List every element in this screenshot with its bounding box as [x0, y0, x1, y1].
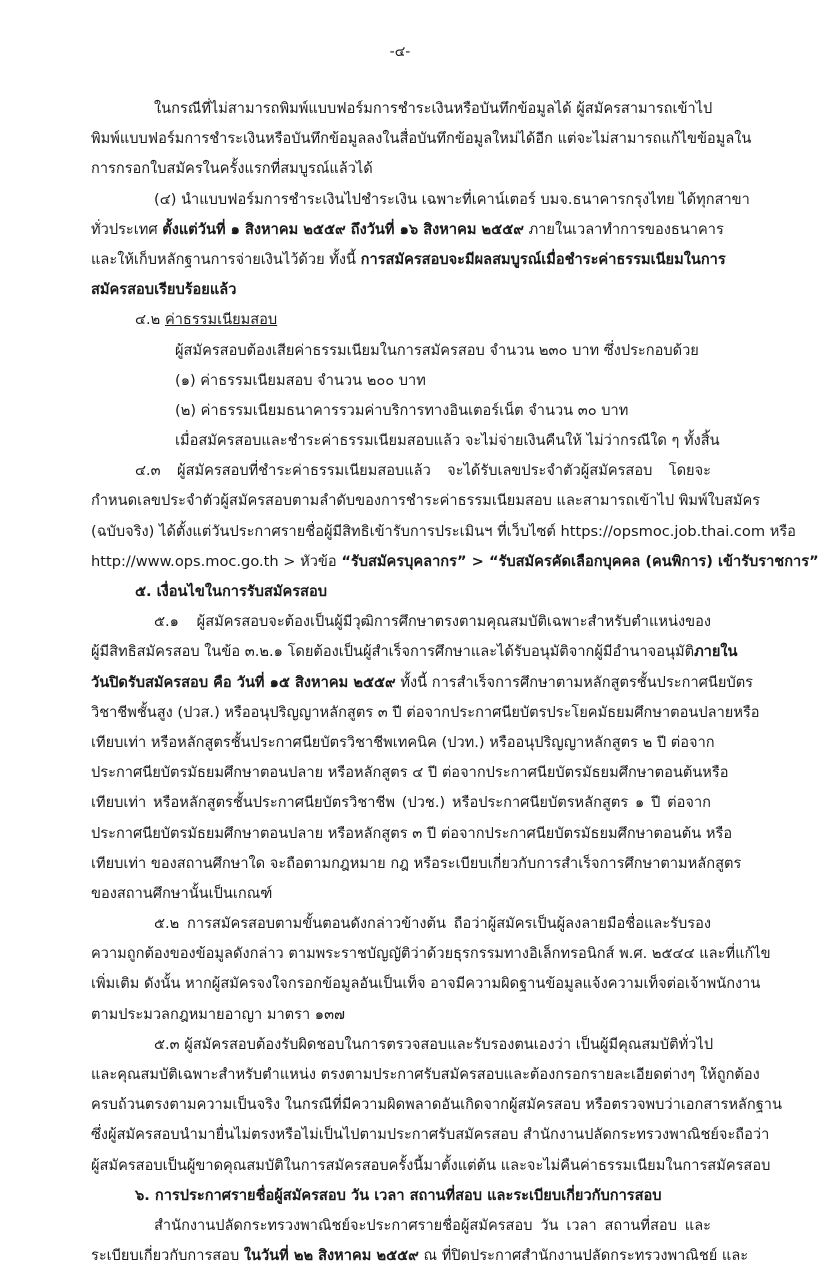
- text-line: [91, 154, 711, 184]
- text-run: ผู้สมัครสอบต้องเสียค่าธรรมเนียมในการสมัครสอบ จำนวน ๒๓๐ บาท ซึ่งประกอบด้วย: [175, 341, 699, 359]
- text-run: ๕. เงื่อนไขในการรับสมัครสอบ: [135, 583, 327, 600]
- text-line: [91, 1151, 771, 1181]
- text-line: [91, 577, 711, 607]
- text-line: [91, 547, 819, 577]
- text-run: http://www.ops.moc.go.th > หัวข้อ: [91, 552, 342, 570]
- text-line: [91, 486, 761, 516]
- text-run: ประกาศนียบัตรมัธยมศึกษาตอนปลาย หรือหลักสูตร ๔ ปี ต่อจากประกาศนียบัตรมัธยมศึกษาตอนต้นหรือ: [91, 764, 729, 782]
- text-run: (๒) ค่าธรรมเนียมธนาคารรวมค่าบริการทางอินเตอร์เน็ต จำนวน ๓๐ บาท: [175, 401, 629, 419]
- text-run: ในวันที่ ๒๒ สิงหาคม ๒๕๕๙: [243, 1247, 419, 1265]
- text-run: ซึ่งผู้สมัครสอบนำมายื่นไม่ตรงหรือไม่เป็นไปตามประกาศรับสมัครสอบ สำนักงานปลัดกระทรวงพาณิชย์จะถือว่า: [91, 1126, 770, 1144]
- text-line: [91, 456, 711, 486]
- text-run: ทั้งนี้ การสำเร็จการศึกษาตามหลักสูตรชั้นประกาศนียบัตร: [395, 673, 754, 691]
- text-run: การกรอกใบสมัครในครั้งแรกที่สมบูรณ์แล้วได้: [91, 160, 373, 178]
- text-line: [91, 305, 711, 335]
- text-line: [91, 1241, 749, 1271]
- text-run: ประกาศนียบัตรมัธยมศึกษาตอนปลาย หรือหลักสูตร ๓ ปี ต่อจากประกาศนียบัตรมัธยมศึกษาตอนต้น หรือ: [91, 824, 733, 842]
- text-run: ระเบียบเกี่ยวกับการสอบ: [91, 1247, 244, 1265]
- text-run: ๔.๓ ผู้สมัครสอบที่ชำระค่าธรรมเนียมสอบแล้ว จะได้รับเลขประจำตัวผู้สมัครสอบ โดยจะ: [135, 462, 711, 480]
- text-line: [91, 939, 771, 969]
- text-run: ผู้มีสิทธิสมัครสอบ ในข้อ ๓.๒.๑ โดยต้องเป็นผู้สำเร็จการศึกษาและได้รับอนุมัติจากผู้มีอำนาจอนุมัติ: [91, 643, 695, 661]
- text-run: ๖. การประกาศรายชื่อผู้สมัครสอบ วัน เวลา สถานที่สอบ และระเบียบเกี่ยวกับการสอบ: [135, 1186, 662, 1204]
- text-line: [91, 275, 711, 305]
- text-run: ค่าธรรมเนียมสอบ: [164, 311, 278, 329]
- text-run: ของสถานศึกษานั้นเป็นเกณฑ์: [91, 884, 273, 902]
- text-run: ๔.๒: [135, 311, 165, 329]
- text-line: [91, 1030, 714, 1060]
- text-run: (๔) นำแบบฟอร์มการชำระเงินไปชำระเงิน เฉพาะที่เคาน์เตอร์ บมจ.ธนาคารกรุงไทย ได้ทุกสาขา: [154, 190, 750, 208]
- text-line: [91, 969, 761, 999]
- text-line: [91, 728, 715, 758]
- text-line: [91, 1090, 782, 1120]
- text-run: เมื่อสมัครสอบและชำระค่าธรรมเนียมสอบแล้ว จะไม่จ่ายเงินคืนให้ ไม่ว่ากรณีใด ๆ ทั้งสิ้น: [175, 432, 720, 450]
- text-run: ผู้สมัครสอบเป็นผู้ขาดคุณสมบัติในการสมัครสอบครั้งนี้มาตั้งแต่ต้น และจะไม่คืนค่าธรรมเนียมในการสมัครสอบ: [91, 1156, 771, 1174]
- text-line: [91, 517, 796, 547]
- document-body: [91, 94, 819, 1271]
- text-run: สมัครสอบเรียบร้อยแล้ว: [91, 281, 237, 299]
- text-line: [91, 637, 738, 667]
- text-line: [91, 396, 711, 426]
- text-line: [91, 215, 724, 245]
- text-line: [91, 879, 711, 909]
- text-line: [91, 245, 726, 275]
- text-line: [91, 366, 711, 396]
- text-run: พิมพ์แบบฟอร์มการชำระเงินหรือบันทึกข้อมูลลงในสื่อบันทึกข้อมูลใหม่ได้อีก แต่จะไม่สามารถแก้ไขข้อมูลใน: [91, 130, 752, 148]
- text-line: [91, 185, 750, 215]
- text-run: ณ ที่ปิดประกาศสำนักงานปลัดกระทรวงพาณิชย์ และ: [418, 1247, 749, 1265]
- text-run: (๑) ค่าธรรมเนียมสอบ จำนวน ๒๐๐ บาท: [175, 371, 426, 389]
- text-line: [91, 909, 711, 939]
- text-run: ในกรณีที่ไม่สามารถพิมพ์แบบฟอร์มการชำระเงินหรือบันทึกข้อมูลได้ ผู้สมัครสามารถเข้าไป: [154, 100, 713, 117]
- text-line: [91, 668, 754, 698]
- text-line: [91, 607, 711, 637]
- text-run: ทั่วประเทศ: [91, 220, 163, 238]
- text-line: [91, 758, 729, 788]
- text-run: ภายในเวลาทำการของธนาคาร: [523, 220, 724, 238]
- text-run: สำนักงานปลัดกระทรวงพาณิชย์จะประกาศรายชื่อผู้สมัครสอบ วัน เวลา สถานที่สอบ และ: [154, 1216, 711, 1234]
- text-run: ตามประมวลกฎหมายอาญา มาตรา ๑๓๗: [91, 1005, 346, 1023]
- text-run: เพิ่มเติม ดังนั้น หากผู้สมัครจงใจกรอกข้อมูลอันเป็นเท็จ อาจมีความผิดฐานข้อมูลแจ้งความเท็จต่อเจ้าพนักงาน: [91, 975, 761, 993]
- text-run: เทียบเท่า ของสถานศึกษาใด จะถือตามกฎหมาย กฎ หรือระเบียบเกี่ยวกับการสำเร็จการศึกษาตามหลักสูตร: [91, 854, 742, 872]
- text-run: “รับสมัครบุคลากร” > “รับสมัครคัดเลือกบุคคล (คนพิการ) เข้ารับราชการ”: [341, 552, 819, 570]
- text-run: และคุณสมบัติเฉพาะสำหรับตำแหน่ง ตรงตามประกาศรับสมัครสอบและต้องกรอกรายละเอียดต่างๆ ให้ถูกต้อง: [91, 1066, 760, 1083]
- text-line: [91, 426, 720, 456]
- text-line: [91, 1060, 760, 1090]
- text-line: [91, 94, 711, 124]
- text-run: เทียบเท่า หรือหลักสูตรชั้นประกาศนียบัตรวิชาชีพเทคนิค (ปวท.) หรืออนุปริญญาหลักสูตร ๒ ปี ต่อจาก: [91, 733, 715, 751]
- text-run: ๕.๓ ผู้สมัครสอบต้องรับผิดชอบในการตรวจสอบและรับรองตนเองว่า เป็นผู้มีคุณสมบัติทั่วไป: [154, 1035, 714, 1053]
- text-run: ตั้งแต่วันที่ ๑ สิงหาคม ๒๕๕๙ ถึงวันที่ ๑๖ สิงหาคม ๒๕๕๙: [162, 220, 524, 238]
- text-line: [91, 1120, 770, 1150]
- text-line: [91, 1000, 711, 1030]
- text-line: [91, 819, 733, 849]
- text-line: [91, 336, 711, 366]
- text-run: กำหนดเลขประจำตัวผู้สมัครสอบตามลำดับของการชำระค่าธรรมเนียมสอบ และสามารถเข้าไป พิมพ์ใบสมัคร: [91, 492, 761, 510]
- text-line: [91, 124, 752, 154]
- page-number: -๔-: [389, 44, 411, 60]
- text-line: [91, 788, 711, 818]
- text-run: การสมัครสอบจะมีผลสมบูรณ์เมื่อชำระค่าธรรมเนียมในการ: [360, 250, 726, 268]
- text-line: [91, 849, 742, 879]
- text-line: [91, 1211, 711, 1241]
- text-run: วิชาชีพชั้นสูง (ปวส.) หรืออนุปริญญาหลักสูตร ๓ ปี ต่อจากประกาศนียบัตรประโยคมัธยมศึกษาตอนปลายหรือ: [91, 703, 760, 721]
- text-run: และให้เก็บหลักฐานการจ่ายเงินไว้ด้วย ทั้งนี้: [91, 250, 361, 268]
- text-run: วันปิดรับสมัครสอบ คือ วันที่ ๑๕ สิงหาคม ๒๕๕๙: [91, 673, 396, 691]
- text-run: ภายใน: [694, 643, 738, 661]
- text-run: ๕.๒ การสมัครสอบตามขั้นตอนดังกล่าวข้างต้น ถือว่าผู้สมัครเป็นผู้ลงลายมือชื่อและรับรอง: [154, 915, 711, 933]
- text-run: ครบถ้วนตรงตามความเป็นจริง ในกรณีที่มีความผิดพลาดอันเกิดจากผู้สมัครสอบ หรือตรวจพบว่าเอกสารหลักฐาน: [91, 1096, 782, 1114]
- text-line: [91, 698, 760, 728]
- text-line: [91, 1181, 711, 1211]
- text-run: ๕.๑ ผู้สมัครสอบจะต้องเป็นผู้มีวุฒิการศึกษาตรงตามคุณสมบัติเฉพาะสำหรับตำแหน่งของ: [154, 613, 711, 631]
- text-run: ความถูกต้องของข้อมูลดังกล่าว ตามพระราชบัญญัติว่าด้วยธุรกรรมทางอิเล็กทรอนิกส์ พ.ศ. ๒๕๔๔ และที่แก้ไข: [91, 945, 771, 963]
- text-run: เทียบเท่า หรือหลักสูตรชั้นประกาศนียบัตรวิชาชีพ (ปวช.) หรือประกาศนียบัตรหลักสูตร ๑ ปี ต่อจาก: [91, 794, 711, 812]
- text-run: (ฉบับจริง) ได้ตั้งแต่วันประกาศรายชื่อผู้มีสิทธิเข้ารับการประเมินฯ ที่เว็บไซต์ https://opsmoc.job.thai.com หรือ: [91, 522, 796, 540]
